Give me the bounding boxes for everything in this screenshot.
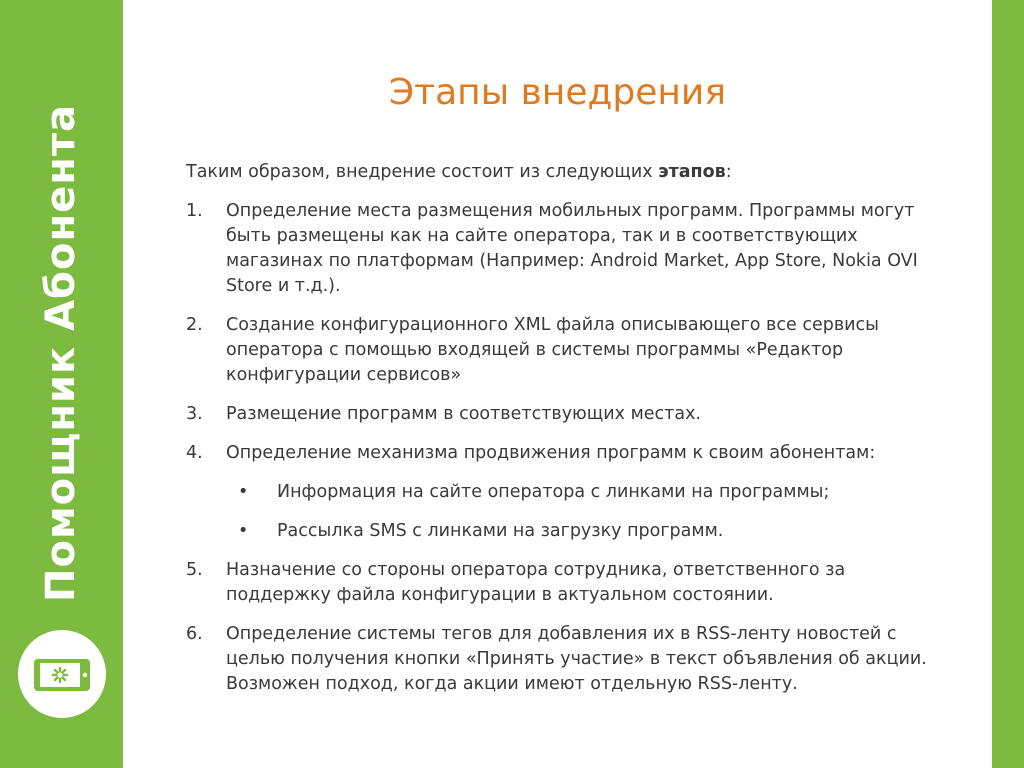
item-number: 3. — [186, 404, 203, 424]
item-number: 6. — [186, 624, 203, 644]
item-text: Определение механизма продвижения программ к своим абонентам: — [226, 443, 876, 463]
list-item — [186, 199, 946, 299]
item-number: 1. — [186, 201, 203, 221]
phone-gear-icon — [18, 630, 106, 718]
item-text: Назначение со стороны оператора сотрудника, ответственного за поддержку файла конфигурации в актуальном состоянии. — [226, 560, 846, 605]
sub-item-text: Информация на сайте оператора с линками на программы; — [277, 482, 830, 502]
slide-content — [186, 160, 946, 711]
bullet-icon: • — [238, 482, 249, 502]
item-number: 5. — [186, 560, 203, 580]
intro-colon: : — [725, 162, 732, 182]
list-item — [186, 313, 946, 388]
slide-title: Этапы внедрения — [389, 72, 726, 113]
list-item — [186, 558, 946, 608]
item-text: Определение системы тегов для добавления их в RSS-ленту новостей с целью получения кнопки «Принять участие» в текст объявления об акции. Возможен подход, когда акции имеют отдельную RSS-ленту. — [226, 624, 927, 694]
item-text: Определение места размещения мобильных программ. Программы могут быть размещены как на сайте оператора, так и в соответствующих магазинах по платформам (Например: Android Market, App Store, Nokia OVI Store и т.д.). — [226, 201, 918, 296]
intro-text: Таким образом, внедрение состоит из следующих — [186, 162, 659, 182]
list-item — [186, 622, 946, 697]
bullet-icon: • — [238, 521, 249, 541]
sub-item-text: Рассылка SMS с линками на загрузку программ. — [277, 521, 724, 541]
intro-paragraph — [186, 160, 946, 185]
item-number: 4. — [186, 443, 203, 463]
right-accent-band — [992, 0, 1024, 768]
sub-list-item — [186, 480, 946, 505]
list-item — [186, 441, 946, 466]
vertical-brand-title: Помощник Абонента — [38, 103, 84, 602]
intro-bold-word: этапов — [658, 162, 726, 182]
item-text: Создание конфигурационного XML файла описывающего все сервисы оператора с помощью входящей в системы программы «Редактор конфигурации сервисов» — [226, 315, 879, 385]
item-number: 2. — [186, 315, 203, 335]
sub-list-item — [186, 519, 946, 544]
item-text: Размещение программ в соответствующих местах. — [226, 404, 701, 424]
list-item — [186, 402, 946, 427]
